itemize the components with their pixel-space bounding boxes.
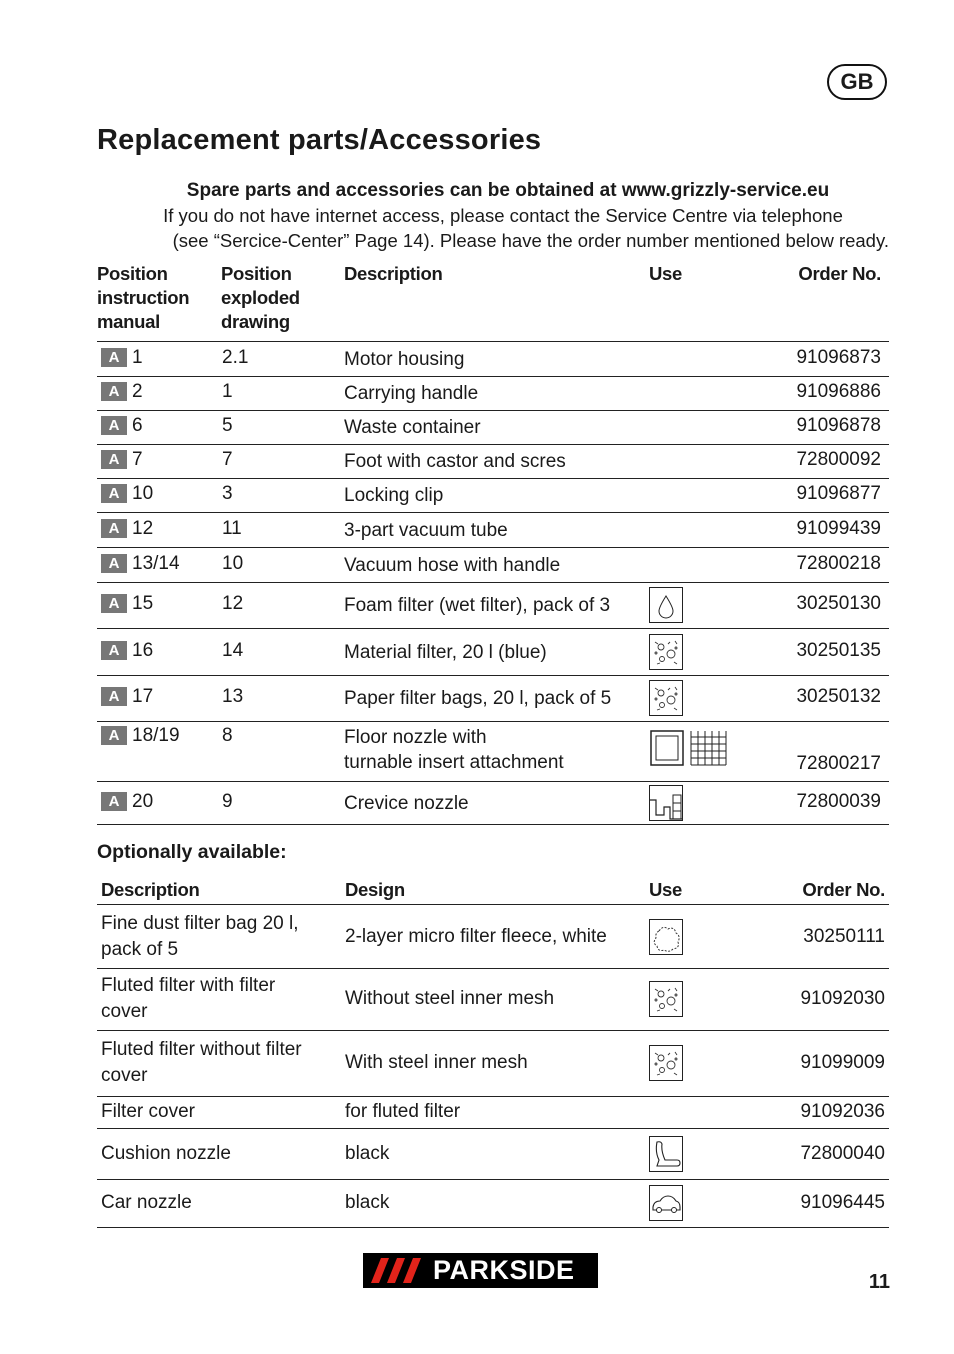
intro-line-2: If you do not have internet access, please contact the Service Centre via telephone: [163, 205, 843, 226]
logo-stripes-icon: [363, 1253, 425, 1288]
table-row: [97, 675, 889, 721]
debris-icon: [649, 981, 683, 1017]
position-manual: A 20: [101, 791, 153, 813]
section-badge: A: [101, 594, 127, 613]
table-row: [97, 628, 889, 675]
position-manual: A 17: [101, 686, 153, 708]
intro-line-3: (see “Sercice-Center” Page 14). Please have the order number mentioned below ready.: [172, 230, 889, 251]
part-description: Foot with castor and scres: [344, 451, 566, 472]
table-row: [97, 1030, 889, 1096]
order-number: 91096873: [796, 347, 881, 368]
part-description: Crevice nozzle: [344, 793, 469, 814]
crevice-icon: [649, 785, 683, 821]
order-number: 91096877: [796, 483, 881, 504]
option-description: Cushion nozzle: [101, 1143, 231, 1164]
option-design: With steel inner mesh: [345, 1052, 528, 1073]
table-row: [97, 1179, 889, 1227]
dust-cloud-icon: [649, 919, 683, 955]
order-number: 30250130: [796, 593, 881, 614]
part-description: Carrying handle: [344, 383, 479, 404]
optional-title: Optionally available:: [97, 841, 287, 863]
part-description: 3-part vacuum tube: [344, 520, 508, 541]
water-drop-icon: [649, 587, 683, 623]
order-number: 91096878: [796, 415, 881, 436]
header-use: Use: [649, 263, 683, 284]
part-description: Waste container: [344, 417, 481, 438]
parkside-logo: [363, 1253, 598, 1288]
table-row: [97, 1128, 889, 1179]
opt-header-order-no: Order No.: [802, 879, 885, 900]
position-drawing: 13: [222, 686, 244, 707]
order-number: 91096445: [800, 1192, 885, 1213]
option-description: Car nozzle: [101, 1192, 192, 1213]
page-number: 11: [868, 1271, 890, 1293]
position-manual: A 15: [101, 593, 153, 615]
position-drawing: 8: [222, 725, 233, 746]
position-drawing: 10: [222, 553, 244, 574]
part-description: Floor nozzle with turnable insert attachment: [344, 727, 564, 773]
table-row: [97, 410, 889, 444]
table-divider: [97, 824, 889, 825]
position-manual: A 7: [101, 449, 143, 471]
part-description: Material filter, 20 l (blue): [344, 642, 547, 663]
table-row: [97, 582, 889, 628]
position-drawing: 9: [222, 791, 233, 812]
position-manual: A 13/14: [101, 553, 180, 575]
table-row: [97, 444, 889, 478]
table-row: [97, 781, 889, 824]
table-row: [97, 512, 889, 547]
order-number: 30250132: [796, 686, 881, 707]
option-design: black: [345, 1192, 390, 1213]
table-row: [97, 376, 889, 410]
opt-header-design: Design: [345, 879, 405, 900]
table-row: [97, 968, 889, 1030]
intro-line-1: Spare parts and accessories can be obtained at www.grizzly-service.eu: [186, 180, 830, 201]
table-row: [97, 905, 889, 968]
opt-header-description: Description: [101, 879, 200, 900]
part-description: Paper filter bags, 20 l, pack of 5: [344, 688, 612, 709]
table-row: [97, 1096, 889, 1128]
intro-text: [97, 178, 889, 253]
floor-nozzle-icon: [649, 729, 683, 765]
table-divider: [97, 1227, 889, 1228]
page-title: Replacement parts/Accessories: [97, 124, 542, 156]
position-manual: A 12: [101, 518, 153, 540]
table-row: [97, 721, 889, 781]
part-description: Motor housing: [344, 349, 465, 370]
section-badge: A: [101, 382, 127, 401]
order-number: 30250111: [803, 926, 885, 947]
table-row: [97, 478, 889, 512]
section-badge: A: [101, 416, 127, 435]
option-design: black: [345, 1143, 390, 1164]
section-badge: A: [101, 519, 127, 538]
position-drawing: 14: [222, 640, 244, 661]
section-badge: A: [101, 348, 127, 367]
section-badge: A: [101, 450, 127, 469]
section-badge: A: [101, 687, 127, 706]
seat-icon: [649, 1136, 683, 1172]
option-description: Filter cover: [101, 1101, 195, 1122]
part-description: Vacuum hose with handle: [344, 555, 561, 576]
position-manual: A 18/19: [101, 725, 180, 747]
order-number: 91092036: [800, 1101, 885, 1122]
position-manual: A 16: [101, 640, 153, 662]
section-badge: A: [101, 484, 127, 503]
position-manual: A 2: [101, 381, 143, 403]
header-description: Description: [344, 263, 443, 284]
language-badge: GB: [827, 64, 887, 100]
car-icon: [649, 1185, 683, 1221]
position-manual: A 6: [101, 415, 143, 437]
section-badge: A: [101, 726, 127, 745]
header-position-manual: Position instruction manual: [97, 263, 190, 332]
opt-header-use: Use: [649, 879, 683, 900]
debris-icon: [649, 634, 683, 670]
position-manual: A 10: [101, 483, 153, 505]
section-badge: A: [101, 641, 127, 660]
debris-icon: [649, 1045, 683, 1081]
option-design: Without steel inner mesh: [345, 988, 555, 1009]
order-number: 72800039: [796, 791, 881, 812]
logo-text: PARKSIDE: [433, 1255, 575, 1285]
option-design: for fluted filter: [345, 1101, 461, 1122]
order-number: 72800040: [800, 1143, 885, 1164]
position-drawing: 1: [222, 381, 233, 402]
order-number: 30250135: [796, 640, 881, 661]
order-number: 72800092: [796, 449, 881, 470]
table-row: [97, 547, 889, 582]
position-drawing: 2.1: [222, 347, 249, 368]
debris-icon: [649, 680, 683, 716]
order-number: 91099009: [800, 1052, 885, 1073]
part-description: Locking clip: [344, 485, 444, 506]
option-description: Fine dust filter bag 20 l, pack of 5: [101, 913, 299, 960]
section-badge: A: [101, 792, 127, 811]
header-position-drawing: Position exploded drawing: [221, 263, 300, 332]
position-drawing: 11: [222, 518, 242, 539]
order-number: 91092030: [800, 988, 885, 1009]
position-manual: A 1: [101, 347, 143, 369]
position-drawing: 12: [222, 593, 244, 614]
order-number: 91096886: [796, 381, 881, 402]
section-badge: A: [101, 554, 127, 573]
position-drawing: 5: [222, 415, 233, 436]
option-description: Fluted filter without filter cover: [101, 1039, 302, 1086]
order-number: 72800218: [796, 553, 881, 574]
header-order-no: Order No.: [798, 263, 881, 284]
part-description: Foam filter (wet filter), pack of 3: [344, 595, 611, 616]
position-drawing: 7: [222, 449, 233, 470]
option-design: 2-layer micro filter fleece, white: [345, 926, 607, 947]
order-number: 72800217: [796, 753, 881, 774]
order-number: 91099439: [796, 518, 881, 539]
option-description: Fluted filter with filter cover: [101, 975, 276, 1022]
position-drawing: 3: [222, 483, 233, 504]
table-row: [97, 342, 889, 376]
